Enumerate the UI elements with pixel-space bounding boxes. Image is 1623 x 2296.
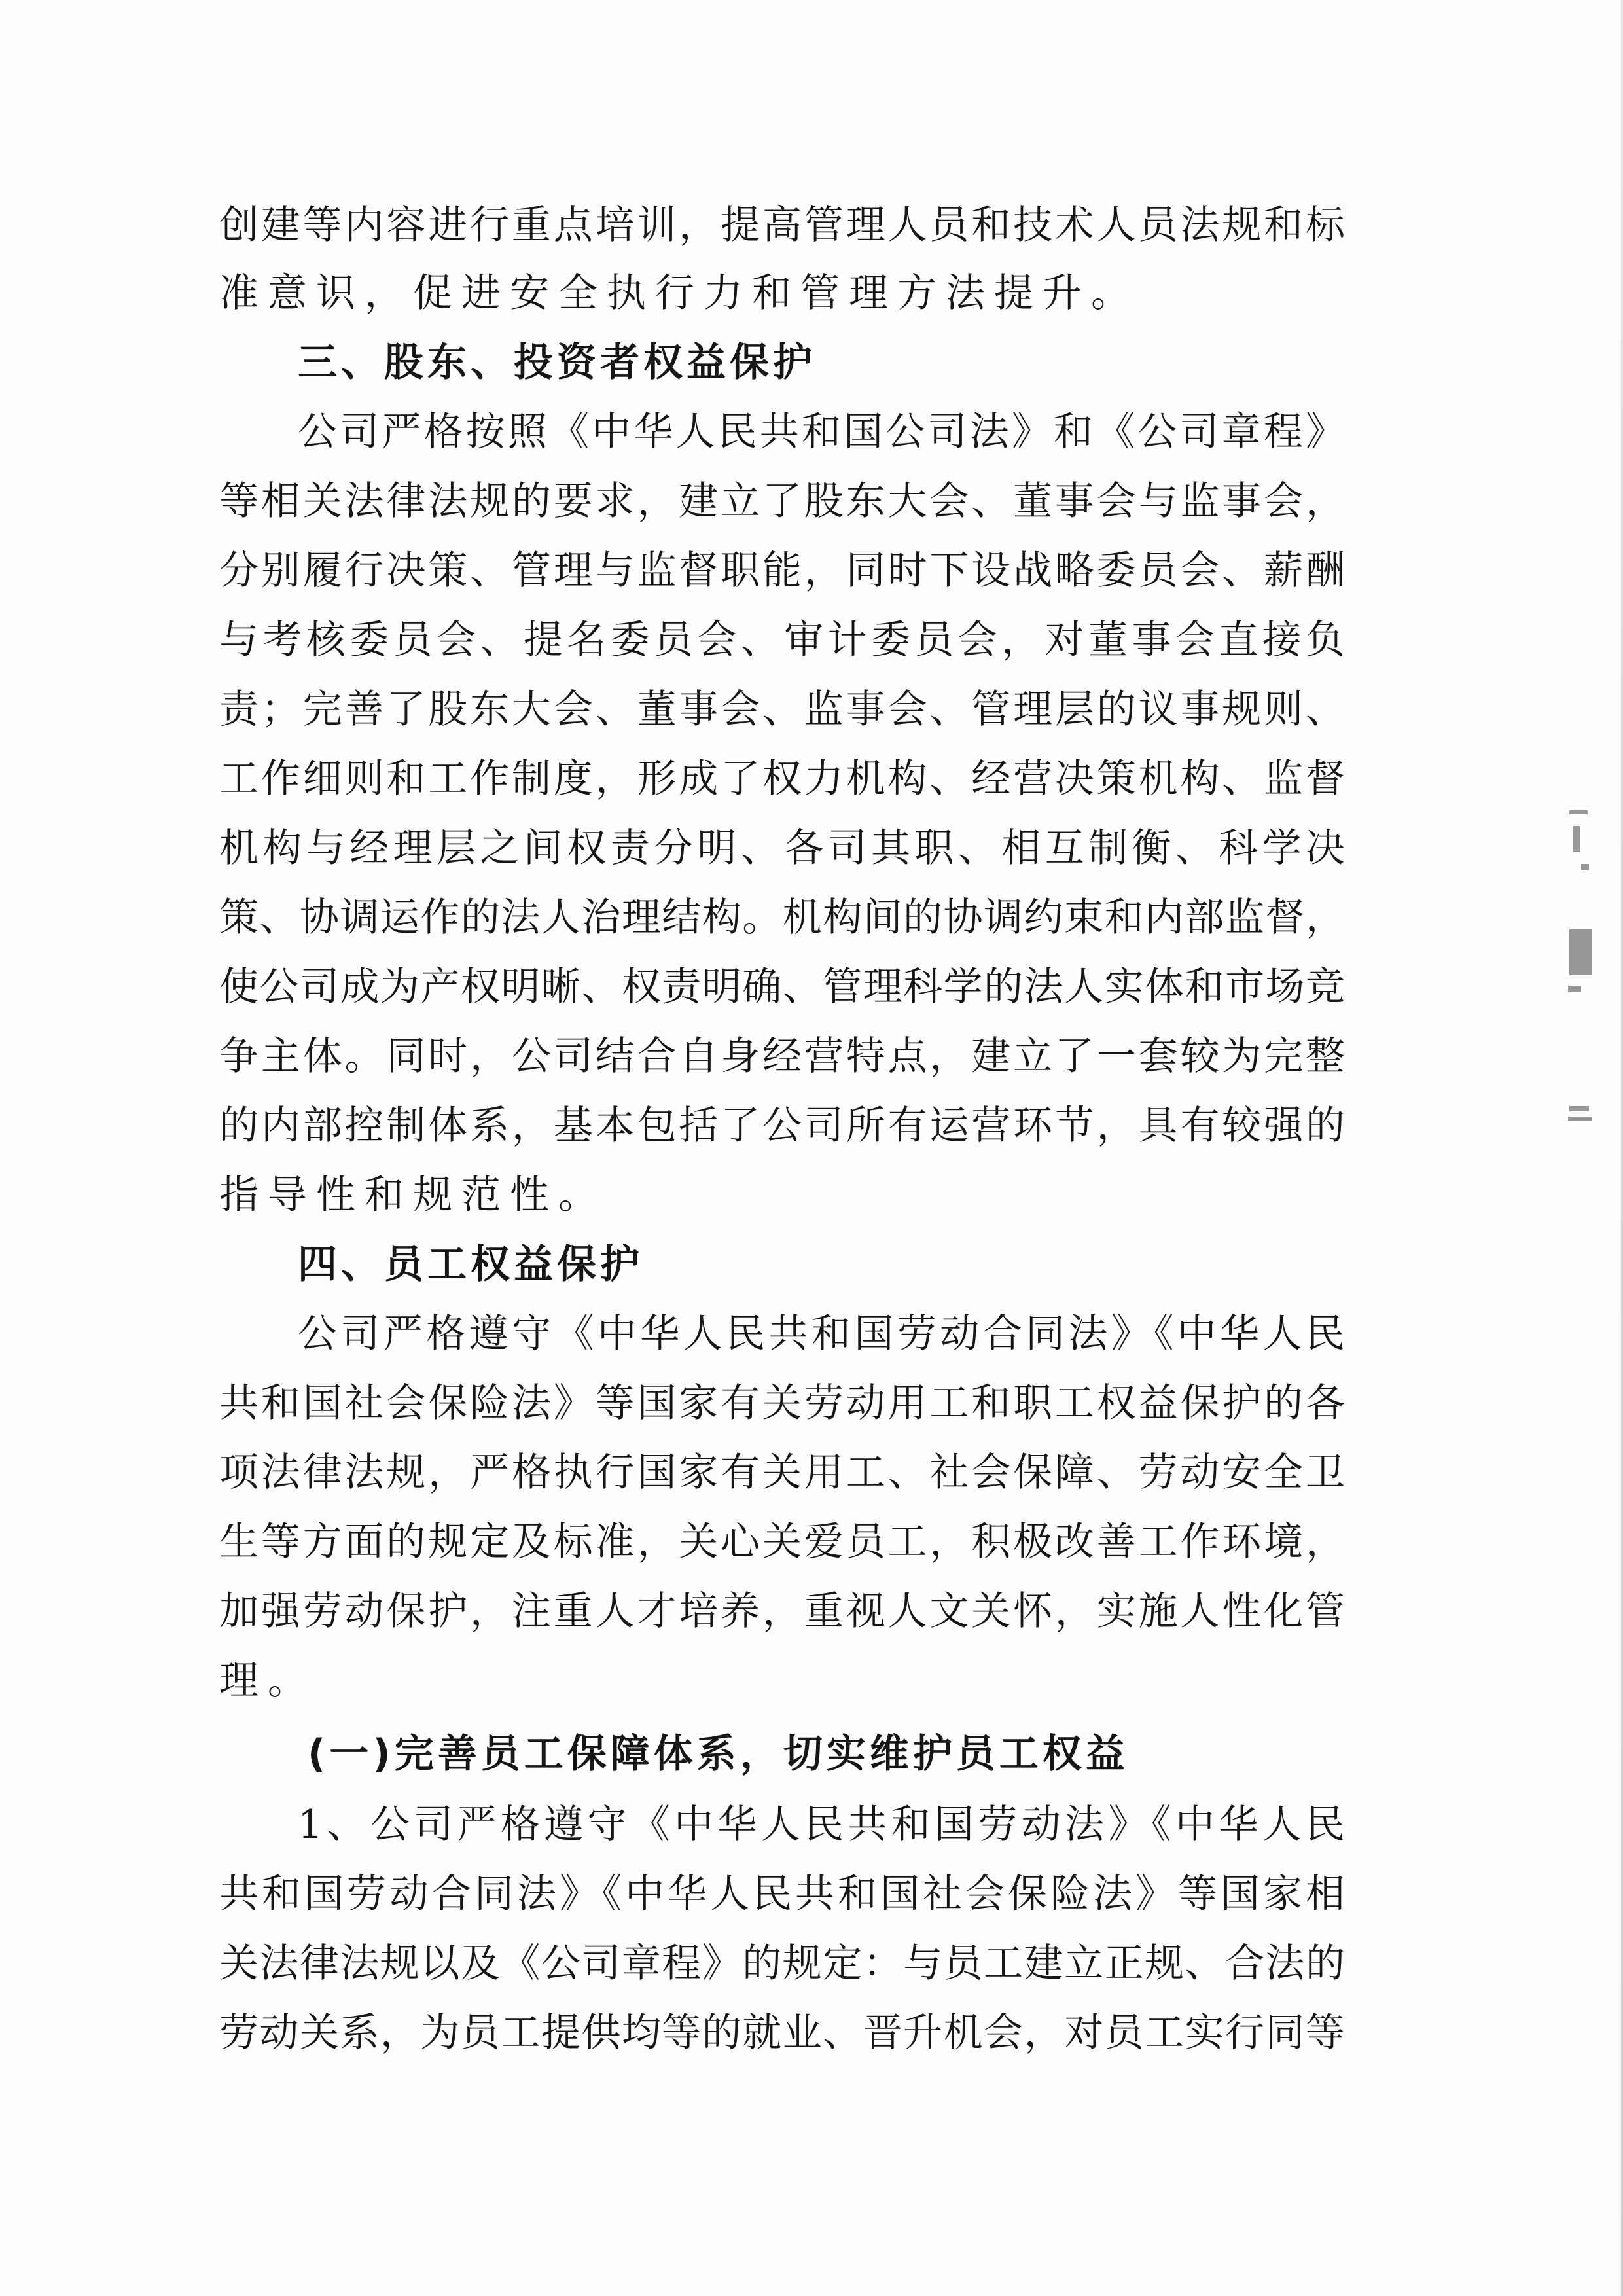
body-line: 的内部控制体系，基本包括了公司所有运营环节，具有较强的 <box>219 1103 1345 1149</box>
body-line: 分别履行决策、管理与监督职能，同时下设战略委员会、薪酬 <box>219 548 1345 594</box>
body-line: 项法律法规，严格执行国家有关用工、社会保障、劳动安全卫 <box>219 1450 1345 1496</box>
body-line: 工作细则和工作制度，形成了权力机构、经营决策机构、监督 <box>219 756 1345 802</box>
scan-artifact <box>1581 864 1589 870</box>
scan-artifact <box>1569 929 1592 975</box>
body-line: 机构与经理层之间权责分明、各司其职、相互制衡、科学决 <box>219 825 1345 871</box>
body-line: 生等方面的规定及标准，关心关爱员工，积极改善工作环境， <box>219 1519 1345 1565</box>
subsection-heading: (一)完善员工保障体系，切实维护员工权益 <box>308 1731 1129 1777</box>
scan-artifact <box>1573 826 1580 852</box>
body-line: 理。 <box>219 1658 316 1704</box>
body-line: 公司严格遵守《中华人民共和国劳动合同法》《中华人民 <box>298 1311 1345 1357</box>
body-line: 关法律法规以及《公司章程》的规定：与员工建立正规、合法的 <box>219 1941 1345 1986</box>
body-line: 劳动关系，为员工提供均等的就业、晋升机会，对员工实行同等 <box>219 2010 1345 2056</box>
body-line: 等相关法律法规的要求，建立了股东大会、董事会与监事会， <box>219 478 1345 524</box>
section-heading-employees: 四、员工权益保护 <box>298 1242 643 1287</box>
section-heading-shareholders: 三、股东、投资者权益保护 <box>298 340 816 386</box>
body-line: 指导性和规范性。 <box>219 1172 607 1218</box>
body-line: 共和国社会保险法》等国家有关劳动用工和职工权益保护的各 <box>219 1380 1345 1426</box>
body-line: 策、协调运作的法人治理结构。机构间的协调约束和内部监督， <box>219 895 1345 941</box>
scan-artifact <box>1569 1106 1589 1111</box>
scan-artifact <box>1568 1117 1592 1121</box>
body-line: 与考核委员会、提名委员会、审计委员会，对董事会直接负 <box>219 617 1345 663</box>
body-line: 公司严格按照《中华人民共和国公司法》和《公司章程》 <box>298 409 1345 455</box>
body-line: 加强劳动保护，注重人才培养，重视人文关怀，实施人性化管 <box>219 1588 1345 1634</box>
body-line: 共和国劳动合同法》《中华人民共和国社会保险法》等国家相 <box>219 1871 1345 1917</box>
scan-artifact <box>1568 986 1581 992</box>
scan-artifact <box>1569 810 1588 814</box>
body-line: 1、公司严格遵守《中华人民共和国劳动法》《中华人民 <box>298 1802 1345 1848</box>
body-line: 创建等内容进行重点培训，提高管理人员和技术人员法规和标 <box>219 202 1345 248</box>
body-line: 准意识，促进安全执行力和管理方法提升。 <box>219 270 1139 316</box>
body-line: 使公司成为产权明晰、权责明确、管理科学的法人实体和市场竞 <box>219 964 1345 1010</box>
body-line: 争主体。同时，公司结合自身经营特点，建立了一套较为完整 <box>219 1033 1345 1079</box>
body-line: 责；完善了股东大会、董事会、监事会、管理层的议事规则、 <box>219 687 1345 732</box>
